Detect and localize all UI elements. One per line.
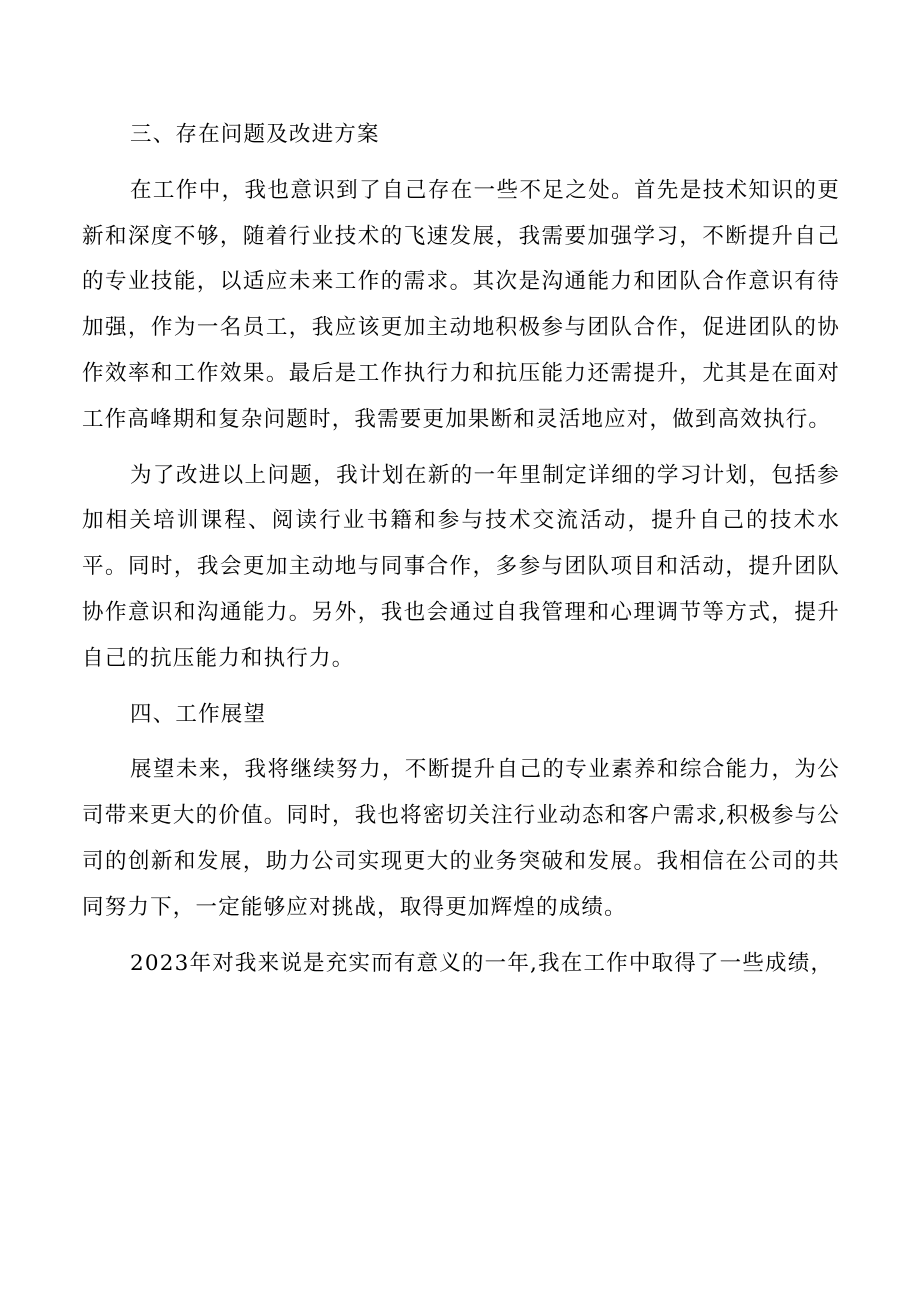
paragraph-improvement-plan: 为了改进以上问题，我计划在新的一年里制定详细的学习计划，包括参加相关培训课程、阅读行业书籍和参与技术交流活动，提升自己的技术水平。同时，我会更加主动地与同事合作，多参与团队项目和活动，提升团队协作意识和沟通能力。另外，我也会通过自我管理和心理调节等方式，提升自己的抗压能力和执行力。 bbox=[82, 462, 840, 671]
paragraph-year-summary: 2023年对我来说是充实而有意义的一年,我在工作中取得了一些成绩， bbox=[130, 950, 834, 976]
paragraph-outlook: 展望未来，我将继续努力，不断提升自己的专业素养和综合能力，为公司带来更大的价值。同时，我也将密切关注行业动态和客户需求,积极参与公司的创新和发展，助力公司实现更大的业务突破和发展。我相信在公司的共同努力下，一定能够应对挑战，取得更加辉煌的成绩。 bbox=[82, 757, 840, 920]
paragraph-shortcomings: 在工作中，我也意识到了自己存在一些不足之处。首先是技术知识的更新和深度不够，随着行业技术的飞速发展，我需要加强学习，不断提升自己的专业技能，以适应未来工作的需求。其次是沟通能力和团队合作意识有待加强，作为一名员工，我应该更加主动地积极参与团队合作，促进团队的协作效率和工作效果。最后是工作执行力和抗压能力还需提升，尤其是在面对工作高峰期和复杂问题时，我需要更加果断和灵活地应对，做到高效执行。 bbox=[82, 177, 840, 432]
document-body bbox=[82, 112, 840, 986]
section-heading-problems: 三、存在问题及改进方案 bbox=[130, 122, 380, 147]
section-heading-outlook: 四、工作展望 bbox=[130, 701, 267, 727]
